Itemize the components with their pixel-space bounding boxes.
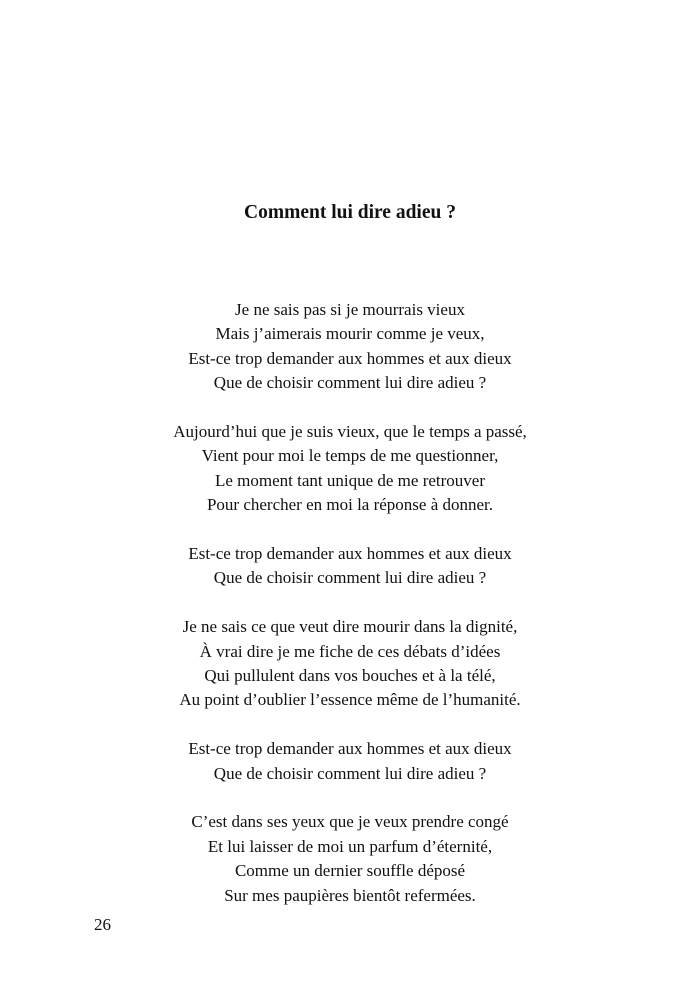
verse-line: Est-ce trop demander aux hommes et aux dieux [188,739,512,759]
stanza [0,615,700,713]
verse-line: Est-ce trop demander aux hommes et aux dieux [188,544,512,564]
refrain [0,542,700,591]
verse-line: Que de choisir comment lui dire adieu ? [213,568,487,588]
verse-line: Pour chercher en moi la réponse à donner. [206,495,494,515]
verse-line: Que de choisir comment lui dire adieu ? [213,373,487,393]
verse-line: Je ne sais ce que veut dire mourir dans la dignité, [182,617,518,637]
verse-line: Est-ce trop demander aux hommes et aux dieux [188,348,512,368]
verse-line: Le moment tant unique de me retrouver [214,470,486,490]
stanza [0,810,700,908]
stanza [0,298,700,396]
verse-line: Vient pour moi le temps de me questionner, [201,446,499,466]
verse-line: Qui pullulent dans vos bouches et à la télé, [204,666,496,686]
page-number: 26 [94,915,111,934]
verse-line: Que de choisir comment lui dire adieu ? [213,763,487,783]
verse-line: À vrai dire je me fiche de ces débats d’idées [199,641,501,661]
stanza [0,420,700,518]
verse-line: Je ne sais pas si je mourrais vieux [235,300,465,319]
poem-title: Comment lui dire adieu ? [244,202,456,223]
verse-line: Comme un dernier souffle déposé [234,861,466,881]
verse-line: C’est dans ses yeux que je veux prendre congé [191,812,509,832]
verse-line: Aujourd’hui que je suis vieux, que le temps a passé, [173,422,527,442]
verse-line: Et lui laisser de moi un parfum d’éternité, [207,836,493,856]
verse-line: Sur mes paupières bientôt refermées. [224,885,476,905]
verse-line: Au point d’oublier l’essence même de l’humanité. [179,690,521,710]
poem-body [0,298,700,932]
verse-line: Mais j’aimerais mourir comme je veux, [215,324,485,344]
refrain [0,737,700,786]
